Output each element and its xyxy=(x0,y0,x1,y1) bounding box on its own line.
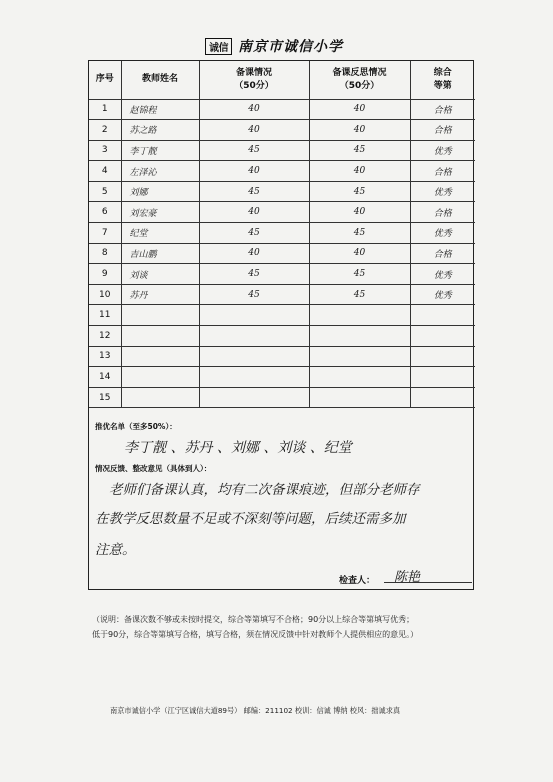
table-row xyxy=(89,99,475,120)
reflect-score-cell xyxy=(309,387,410,408)
grade-cell: 优秀 xyxy=(410,284,475,305)
grade-cell: 优秀 xyxy=(410,223,475,244)
teacher-name-cell: 左泽沁 xyxy=(121,161,199,182)
table-row xyxy=(89,243,475,264)
teacher-name-cell xyxy=(121,367,199,388)
checker-label: 检查人： xyxy=(339,576,376,586)
teacher-name-cell xyxy=(121,305,199,326)
table-row xyxy=(89,305,475,326)
note-line-1: （说明：备课次数不够或未按时提交，综合等第填写不合格；90分以上综合等第填写优秀； xyxy=(92,615,415,624)
header-grade: 综合 等第 xyxy=(410,61,475,99)
feedback-line-3: 注意。 xyxy=(95,542,136,558)
reflect-score-cell: 45 xyxy=(309,264,410,285)
table-row xyxy=(89,367,475,388)
prep-score-cell: 45 xyxy=(199,181,309,202)
seq-cell: 15 xyxy=(89,387,121,408)
seq-cell: 11 xyxy=(89,305,121,326)
prep-score-cell: 45 xyxy=(199,223,309,244)
school-name: 南京市诚信小学 xyxy=(238,39,343,55)
prep-score-cell: 45 xyxy=(199,284,309,305)
grade-cell: 优秀 xyxy=(410,140,475,161)
header-seq: 序号 xyxy=(89,61,121,99)
teacher-name-cell: 苏丹 xyxy=(121,284,199,305)
grade-cell xyxy=(410,346,475,367)
table-row xyxy=(89,120,475,141)
seq-cell: 1 xyxy=(89,99,121,120)
reflect-score-cell: 45 xyxy=(309,284,410,305)
grade-cell: 合格 xyxy=(410,202,475,223)
footer-address: 南京市诚信小学（江宁区诚信大道89号） 邮编：211102 校训：信诚 博纳 校风：拙诚求真 xyxy=(110,706,401,715)
table-row xyxy=(89,264,475,285)
grade-cell: 合格 xyxy=(410,99,475,120)
reflect-score-cell xyxy=(309,326,410,347)
seq-cell: 5 xyxy=(89,181,121,202)
table-row xyxy=(89,284,475,305)
header-teacher-name: 教师姓名 xyxy=(121,61,199,99)
teacher-name-cell: 刘娜 xyxy=(121,181,199,202)
teacher-name-cell: 刘谈 xyxy=(121,264,199,285)
table-row xyxy=(89,223,475,244)
grade-cell xyxy=(410,387,475,408)
reflect-score-cell: 40 xyxy=(309,120,410,141)
grade-cell xyxy=(410,326,475,347)
teacher-name-cell: 纪堂 xyxy=(121,223,199,244)
grade-cell: 优秀 xyxy=(410,181,475,202)
recommend-names: 李丁靓 、苏丹 、刘娜 、刘谈 、纪堂 xyxy=(124,440,352,456)
seq-cell: 8 xyxy=(89,243,121,264)
school-header xyxy=(205,35,343,57)
header-reflect: 备课反思情况 （50分） xyxy=(309,61,410,99)
reflect-score-cell xyxy=(309,367,410,388)
seq-cell: 14 xyxy=(89,367,121,388)
seq-cell: 3 xyxy=(89,140,121,161)
feedback-line-2: 在教学反思数量不足或不深刻等问题，后续还需多加 xyxy=(95,511,406,527)
seq-cell: 12 xyxy=(89,326,121,347)
table-row xyxy=(89,161,475,182)
table-row xyxy=(89,326,475,347)
seq-cell: 6 xyxy=(89,202,121,223)
seq-cell: 4 xyxy=(89,161,121,182)
grade-cell xyxy=(410,305,475,326)
prep-score-cell xyxy=(199,326,309,347)
table-row xyxy=(89,346,475,367)
prep-score-cell xyxy=(199,346,309,367)
table-row xyxy=(89,387,475,408)
grade-cell: 合格 xyxy=(410,161,475,182)
grade-cell: 合格 xyxy=(410,120,475,141)
prep-score-cell: 40 xyxy=(199,243,309,264)
prep-score-cell: 45 xyxy=(199,140,309,161)
teacher-name-cell xyxy=(121,326,199,347)
checker-signature: 陈艳 xyxy=(384,566,472,583)
evaluation-form xyxy=(88,60,474,590)
reflect-score-cell xyxy=(309,305,410,326)
evaluation-table xyxy=(89,61,475,408)
prep-score-cell: 40 xyxy=(199,120,309,141)
reflect-score-cell: 40 xyxy=(309,161,410,182)
reflect-score-cell xyxy=(309,346,410,367)
reflect-score-cell: 45 xyxy=(309,181,410,202)
teacher-name-cell: 赵锦程 xyxy=(121,99,199,120)
teacher-name-cell xyxy=(121,387,199,408)
grade-cell: 合格 xyxy=(410,243,475,264)
seq-cell: 2 xyxy=(89,120,121,141)
seq-cell: 13 xyxy=(89,346,121,367)
teacher-name-cell: 苏之路 xyxy=(121,120,199,141)
teacher-name-cell: 李丁靓 xyxy=(121,140,199,161)
note-line-2: 低于90分，综合等第填写合格，填写合格，须在情况反馈中针对教师个人提供相应的意见。） xyxy=(92,630,419,639)
teacher-name-cell: 刘宏豪 xyxy=(121,202,199,223)
recommend-label: 推优名单（至多50%）： xyxy=(95,422,177,431)
feedback-line-1: 老师们备课认真，均有二次备课痕迹，但部分老师存 xyxy=(109,482,420,498)
table-header-row xyxy=(89,61,475,99)
reflect-score-cell: 45 xyxy=(309,223,410,244)
table-row xyxy=(89,140,475,161)
reflect-score-cell: 45 xyxy=(309,140,410,161)
table-row xyxy=(89,202,475,223)
school-logo xyxy=(205,38,232,55)
prep-score-cell xyxy=(199,367,309,388)
prep-score-cell: 45 xyxy=(199,264,309,285)
seq-cell: 9 xyxy=(89,264,121,285)
logo-text: 诚信 xyxy=(209,42,228,54)
prep-score-cell: 40 xyxy=(199,202,309,223)
reflect-score-cell: 40 xyxy=(309,202,410,223)
prep-score-cell: 40 xyxy=(199,161,309,182)
header-prep: 备课情况 （50分） xyxy=(199,61,309,99)
prep-score-cell xyxy=(199,387,309,408)
teacher-name-cell xyxy=(121,346,199,367)
teacher-name-cell: 吉山鹏 xyxy=(121,243,199,264)
prep-score-cell: 40 xyxy=(199,99,309,120)
grade-cell xyxy=(410,367,475,388)
seq-cell: 7 xyxy=(89,223,121,244)
instructions-note xyxy=(92,612,512,642)
feedback-label: 情况反馈、整改意见（具体到人）： xyxy=(95,464,212,473)
reflect-score-cell: 40 xyxy=(309,243,410,264)
seq-cell: 10 xyxy=(89,284,121,305)
reflect-score-cell: 40 xyxy=(309,99,410,120)
grade-cell: 优秀 xyxy=(410,264,475,285)
prep-score-cell xyxy=(199,305,309,326)
table-row xyxy=(89,181,475,202)
